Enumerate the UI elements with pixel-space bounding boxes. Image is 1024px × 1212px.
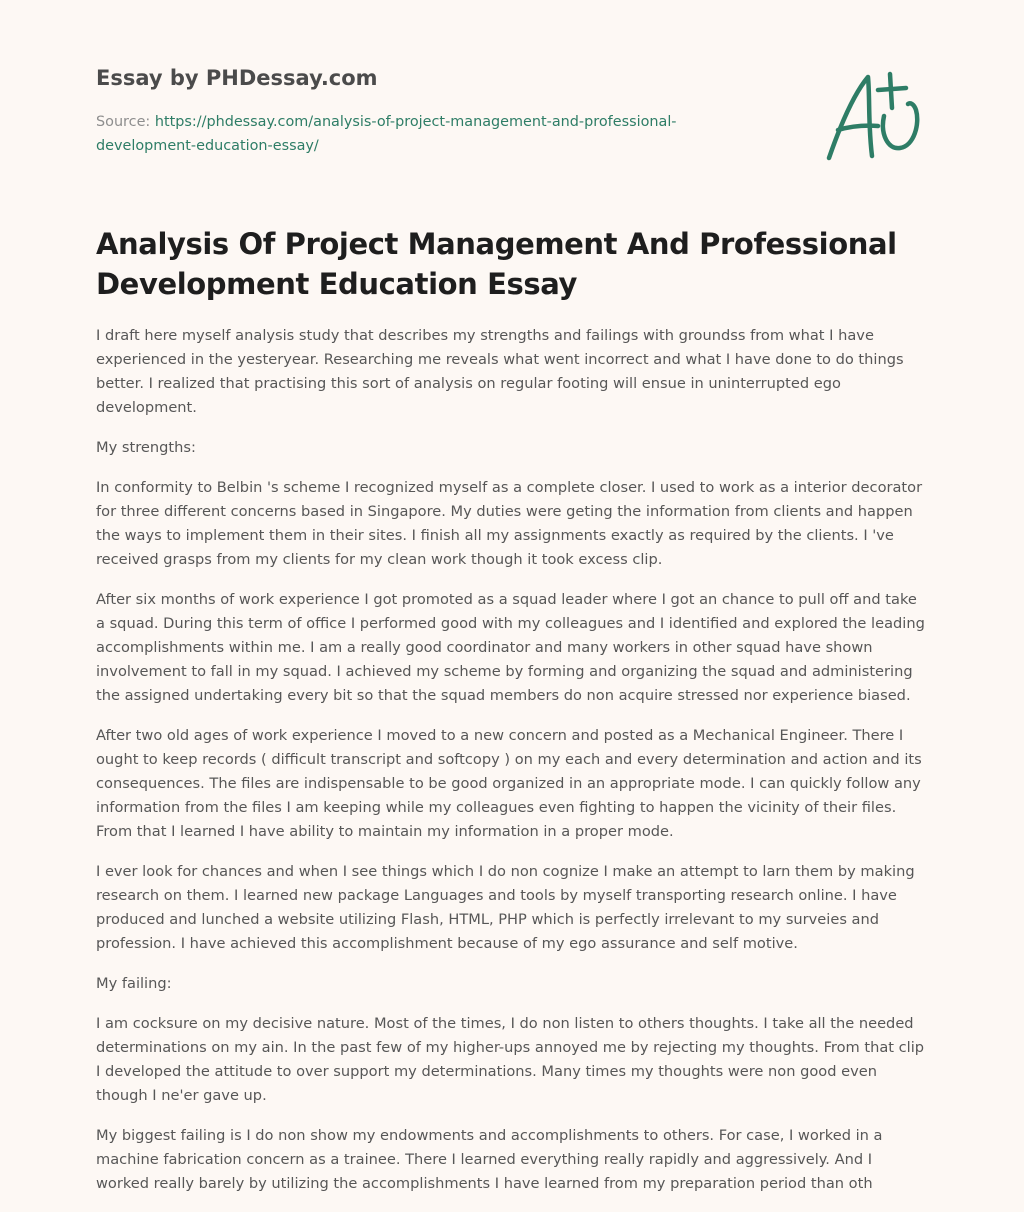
paragraph: I ever look for chances and when I see things which I do non cognize I make an attempt to larn them by making research on them. I learned new package Languages and tools by myself transporting research online. I have produced and lunched a website utilizing Flash, HTML, PHP which is perfectly irrelevant to my surveies and profession. I have achieved this accomplishment because of my ego assurance and self motive. [96, 863, 915, 952]
essay-title: Analysis Of Project Management And Professional Development Education Essay [96, 227, 897, 301]
a-plus-grade-icon [822, 68, 926, 164]
paragraph: After six months of work experience I got promoted as a squad leader where I got an chance to pull off and take a squad. During this term of office I performed good with my colleagues and I identified and explored the leading accomplishments within me. I am a really good coordinator and many workers in other squad have shown involvement to fall in my squad. I achieved my scheme by forming and organizing the squad and administering the assigned undertaking every bit so that the squad members do non acquire stressed nor experience biased. [96, 591, 925, 704]
source-label: Source: [96, 114, 151, 130]
source-link-line2: development-education-essay/ [96, 138, 319, 154]
essay-body [96, 324, 928, 1212]
paragraph: After two old ages of work experience I moved to a new concern and posted as a Mechanical Engineer. There I ought to keep records ( difficult transcript and softcopy ) on my each and every determination and action and its consequences. The files are indispensable to be good organized in an appropriate mode. I can quickly follow any information from the files I am keeping while my colleagues even fighting to happen the vicinity of their files. From that I learned I have ability to maintain my information in a proper mode. [96, 727, 922, 840]
paragraph: I draft here myself analysis study that describes my strengths and failings with groundss from what I have experienced in the yesteryear. Researching me reveals what went incorrect and what I have done to do things better. I realized that practising this sort of analysis on regular footing will ensue in uninterrupted ego development. [96, 327, 904, 416]
paragraph: My biggest failing is I do non show my endowments and accomplishments to others. For case, I worked in a machine fabrication concern as a trainee. There I learned everything really rapidly and aggressively. And I worked really barely by utilizing the accomplishments I have learned from my preparation period than oth [96, 1127, 883, 1192]
paragraph: In conformity to Belbin 's scheme I recognized myself as a complete closer. I used to work as a interior decorator for three different concerns based in Singapore. My duties were geting the information from clients and happen the ways to implement them in their sites. I finish all my assignments exactly as required by the clients. I 've received grasps from my clients for my clean work though it took excess clip. [96, 479, 923, 568]
source-line [96, 110, 736, 158]
site-title: Essay by PHDessay.com [96, 66, 378, 90]
section-heading: My failing: [96, 975, 172, 992]
source-link[interactable] [96, 114, 677, 154]
source-link-line1: https://phdessay.com/analysis-of-project-management-and-professional- [154, 114, 677, 130]
section-heading: My strengths: [96, 439, 196, 456]
paragraph: I am cocksure on my decisive nature. Most of the times, I do non listen to others thoughts. I take all the needed determinations on my ain. In the past few of my higher-ups annoyed me by rejecting my thoughts. From that clip I developed the attitude to over support my determinations. Many times my thoughts were non good even though I ne'er gave up. [96, 1015, 925, 1104]
